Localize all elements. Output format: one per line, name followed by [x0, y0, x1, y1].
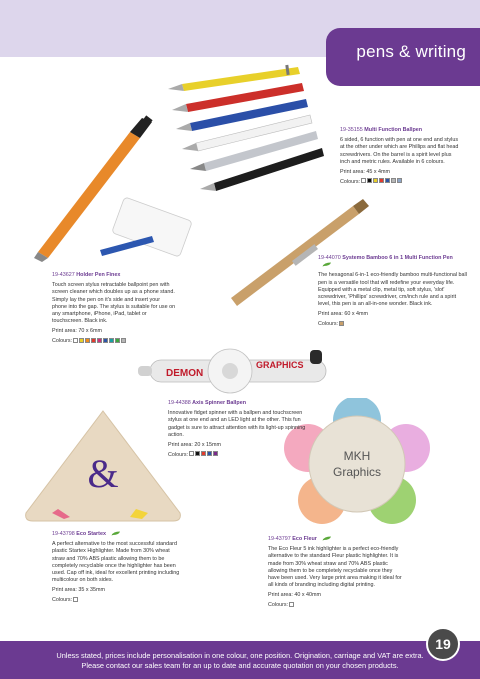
product-eco-fleur — [268, 536, 404, 610]
colour-options — [52, 597, 180, 605]
colour-swatch — [379, 178, 384, 183]
colour-swatch — [73, 597, 78, 602]
startex-print-mark: & — [87, 451, 119, 496]
colour-swatch — [189, 451, 194, 456]
colour-swatch — [397, 178, 402, 183]
product-name: Eco Fleur — [292, 536, 317, 542]
colour-swatch — [289, 602, 294, 607]
colour-swatch — [85, 338, 90, 343]
spinner-print-left: DEMON — [166, 368, 204, 379]
print-area: Print area: 40 x 40mm — [268, 592, 322, 599]
product-title — [168, 400, 310, 407]
colour-options — [168, 451, 310, 459]
product-title — [318, 255, 468, 269]
eco-leaf-icon — [322, 262, 332, 267]
product-description: The hexagonal 6-in-1 eco-friendly bamboo multi-functional ball pen is a versatile tool that will redefine your everyday life. Equipped with a metal clip, metal tip, soft stylus, 'slot' screwdriver, 'Phillips' screwdriver, cm/inch rule and a spirit level, this pen is an all-in-one wonder. Black ink. — [318, 272, 467, 308]
product-multi-function-ballpen — [340, 127, 462, 186]
product-description: 6 sided, 6 function with pen at one end and stylus at the other under which are Phillips and flat head screwdrivers. On the barrel is a spirit level plus inch and metric rules. Available in 6 colours. — [340, 137, 459, 165]
colour-swatches — [338, 321, 344, 329]
section-tab — [326, 28, 480, 86]
colour-swatch — [201, 451, 206, 456]
colour-swatch — [339, 321, 344, 326]
product-code: 19-43797 — [268, 536, 291, 542]
eco-leaf-icon — [111, 531, 121, 536]
colours-label: Colours: — [52, 338, 73, 345]
colour-swatch — [361, 178, 366, 183]
print-area: Print area: 45 x 4mm — [340, 169, 391, 176]
product-name: Eco Startex — [76, 531, 106, 537]
colours-label: Colours: — [268, 602, 289, 609]
colour-swatches — [360, 178, 402, 186]
product-eco-startex — [52, 531, 180, 605]
colour-options — [268, 602, 404, 610]
colour-options — [318, 321, 468, 329]
product-description: A perfect alternative to the most successful standard plastic Startex Highlighter. Made from 30% wheat straw and 70% ABS plastic allowing them to be completely recyclable once the highlighter has been used. Cap off ink, ideal for excellent printing including multicolour on both sides. — [52, 541, 180, 584]
colour-swatch — [121, 338, 126, 343]
colour-swatch — [79, 338, 84, 343]
colour-swatch — [73, 338, 78, 343]
colour-swatch — [391, 178, 396, 183]
colours-label: Colours: — [340, 178, 361, 185]
product-title — [52, 272, 176, 279]
fleur-print-line1: MKH — [343, 449, 371, 463]
product-systemo-bamboo — [318, 255, 468, 329]
eco-startex-illustration — [18, 405, 188, 525]
product-code: 19-43627 — [52, 272, 75, 278]
holder-pen-illustration — [30, 112, 200, 262]
product-description: Innovative fidget spinner with a ballpen and touchscreen stylus at one end and an LED light at the other. This fun gadget is sure to attract attention with its light-up spinning action. — [168, 410, 306, 438]
product-description: Touch screen stylus retractable ballpoint pen with screen cleaner which doubles up as a phone stand. Simply lay the pen on it's side and insert your phone into the gap. The stylus is suitable for use on any smartphone, iPhone, iPad, tablet or touchscreen. Black ink. — [52, 282, 176, 325]
eco-leaf-icon — [322, 536, 332, 541]
footer-line-1: Unless stated, prices include personalisation in one colour, one position. Origination, carriage and VAT are extra. — [56, 651, 424, 660]
colour-swatches — [72, 597, 78, 605]
product-code: 19-35155 — [340, 127, 363, 133]
product-code: 19-44388 — [168, 400, 191, 406]
product-name: Systemo Bamboo 6 in 1 Multi Function Pen — [342, 255, 453, 261]
colour-swatch — [367, 178, 372, 183]
colour-swatch — [207, 451, 212, 456]
colour-swatches — [288, 602, 294, 610]
footer-notice — [30, 651, 450, 671]
print-area: Print area: 70 x 6mm — [52, 328, 103, 335]
colour-swatch — [385, 178, 390, 183]
colours-label: Colours: — [52, 597, 73, 604]
colour-swatch — [109, 338, 114, 343]
product-code: 19-44070 — [318, 255, 341, 261]
product-holder-pen-finex — [52, 272, 176, 346]
product-title — [340, 127, 462, 134]
spinner-pen-illustration — [138, 340, 338, 404]
product-description: The Eco Fleur 5 ink highlighter is a perfect eco-friendly alternative to the standard Fleur plastic highlighter. It is made from 30% wheat straw and 70% ABS plastic allowing them to be completely recyclable once they have been used. Very large print area making it ideal for all kinds of branding including digital printing. — [268, 546, 402, 589]
product-title — [52, 531, 180, 538]
colour-swatch — [103, 338, 108, 343]
fleur-print-line2: Graphics — [332, 465, 382, 479]
colour-swatch — [97, 338, 102, 343]
product-name: Axis Spinner Ballpen — [192, 400, 247, 406]
page-number: 19 — [426, 627, 460, 661]
print-area: Print area: 60 x 4mm — [318, 311, 369, 318]
product-name: Multi Function Ballpen — [364, 127, 423, 133]
product-title — [268, 536, 404, 543]
product-code: 19-43798 — [52, 531, 75, 537]
colour-options — [340, 178, 462, 186]
colour-swatch — [115, 338, 120, 343]
print-area: Print area: 20 x 15mm — [168, 442, 222, 449]
colour-swatch — [91, 338, 96, 343]
product-name: Holder Pen Finex — [76, 272, 121, 278]
colour-swatches — [72, 338, 126, 346]
colour-swatch — [213, 451, 218, 456]
colours-label: Colours: — [168, 451, 189, 458]
section-title: pens & writing — [356, 42, 466, 61]
spinner-print-right: GRAPHICS — [256, 360, 304, 370]
colour-swatches — [188, 451, 218, 459]
footer-line-2: Please contact our sales team for an up to date and accurate quotation on your chosen products. — [81, 661, 399, 670]
colours-label: Colours: — [318, 321, 339, 328]
colour-swatch — [373, 178, 378, 183]
colour-options — [52, 338, 176, 346]
print-area: Print area: 35 x 35mm — [52, 587, 106, 594]
colour-swatch — [195, 451, 200, 456]
product-axis-spinner-ballpen — [168, 400, 310, 459]
